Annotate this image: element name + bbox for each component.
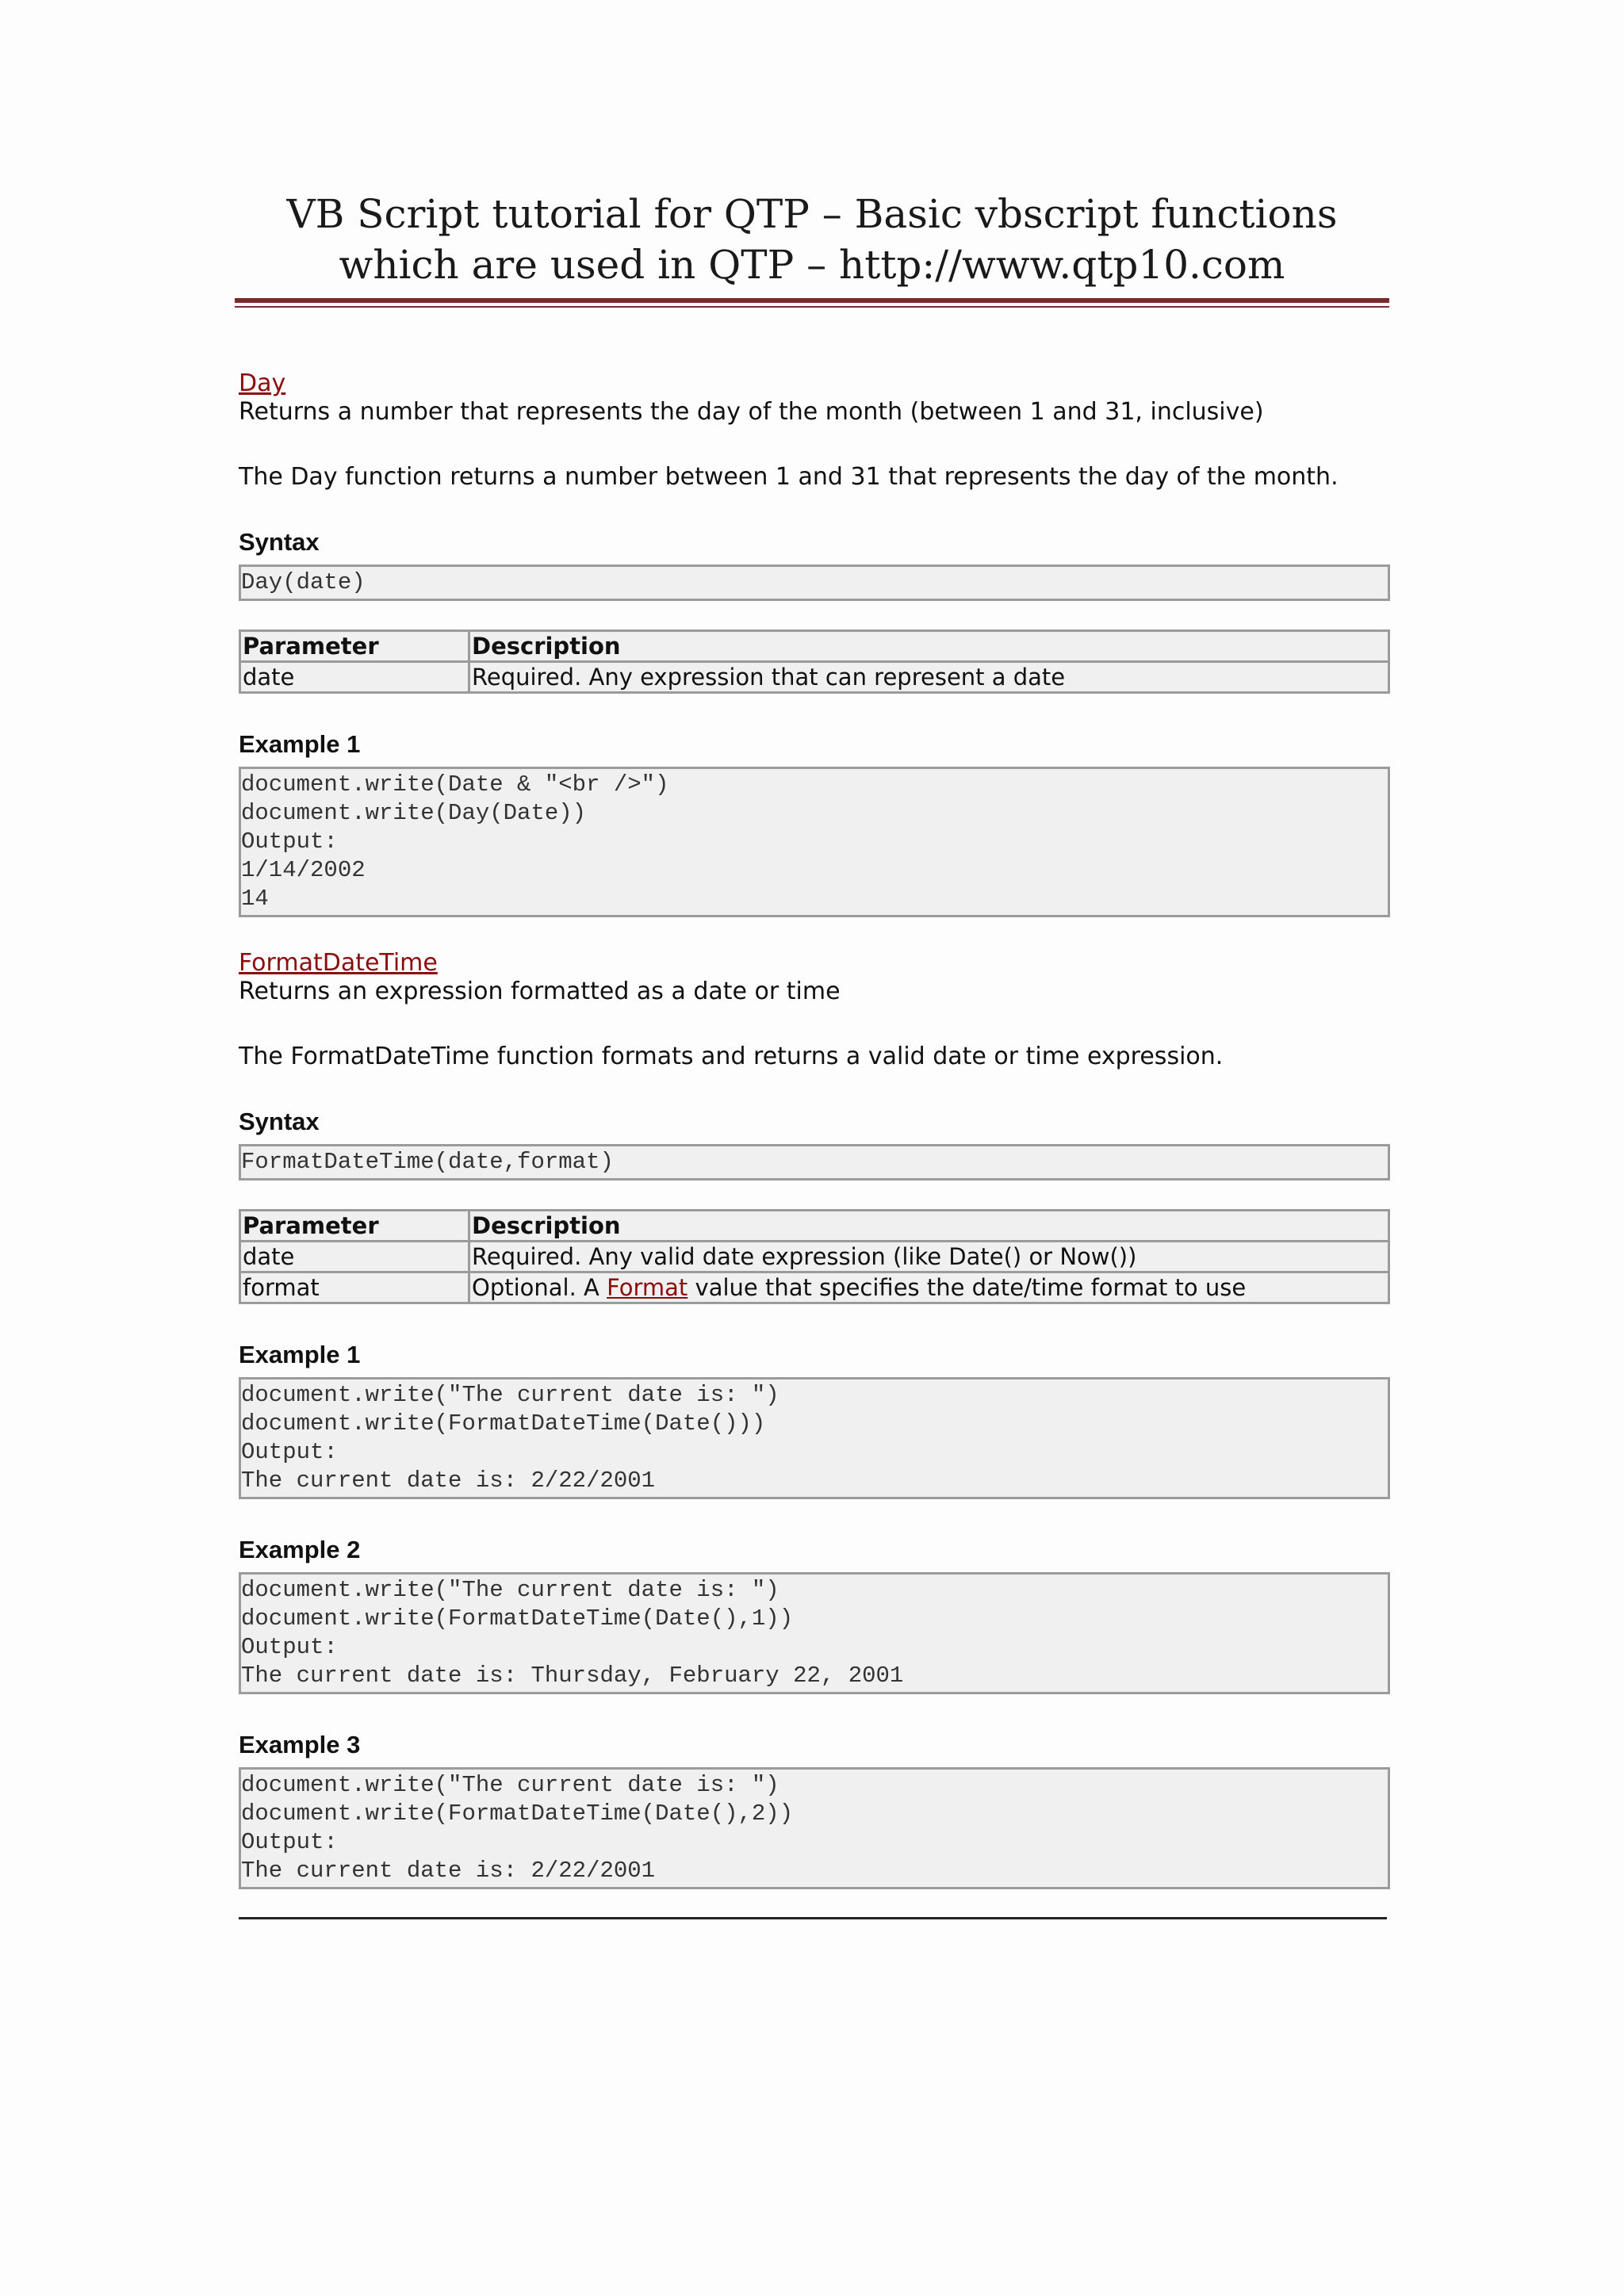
code-line: The current date is: 2/22/2001 [241, 1468, 656, 1494]
parameter-description-prefix: Optional. A [472, 1274, 607, 1301]
code-line: FormatDateTime(date,format) [241, 1149, 614, 1175]
code-line: Output: [241, 1829, 338, 1855]
title-rule [235, 298, 1389, 303]
function-description: The FormatDateTime function formats and returns a valid date or time expression. [239, 1043, 1224, 1070]
code-line: document.write(FormatDateTime(Date(),2)) [241, 1800, 794, 1827]
parameter-description: Required. Any expression that can represent a date [469, 662, 1389, 693]
code-line: document.write(Date & "<br />") [241, 771, 669, 798]
code-line: document.write("The current date is: ") [241, 1382, 779, 1408]
table-row [240, 662, 1389, 693]
example-heading: Example 1 [239, 730, 361, 758]
code-line: Output: [241, 1439, 338, 1465]
function-summary: Returns an expression formatted as a date or time [239, 978, 841, 1005]
function-link-day[interactable]: Day [239, 369, 286, 397]
code-line: The current date is: 2/22/2001 [241, 1858, 656, 1884]
table-header-row [240, 1211, 1389, 1242]
example-heading: Example 2 [239, 1536, 361, 1563]
parameter-name: date [240, 1242, 469, 1272]
example-code-box [239, 1377, 1390, 1499]
parameter-name: date [240, 662, 469, 693]
function-description: The Day function returns a number between 1 and 31 that represents the day of the month. [239, 463, 1339, 491]
syntax-box [239, 1144, 1390, 1181]
table-row [240, 1272, 1389, 1303]
format-link[interactable]: Format [607, 1274, 688, 1301]
table-header-row [240, 631, 1389, 662]
syntax-box [239, 564, 1390, 601]
function-section-formatdatetime [239, 949, 1390, 1889]
document-title: VB Script tutorial for QTP – Basic vbscript functions which are used in QTP – http://www.qtp10.com [286, 191, 1338, 288]
parameter-table [239, 1209, 1390, 1304]
code-line: document.write("The current date is: ") [241, 1577, 779, 1603]
code-line: document.write(FormatDateTime(Date(),1)) [241, 1605, 794, 1632]
example-code-box [239, 1572, 1390, 1694]
code-line: Output: [241, 828, 338, 855]
example-code-box [239, 767, 1390, 917]
table-row [240, 1242, 1389, 1272]
code-line: document.write("The current date is: ") [241, 1772, 779, 1798]
parameter-description: Required. Any valid date expression (like Date() or Now()) [469, 1242, 1389, 1272]
parameter-table [239, 629, 1390, 694]
column-header-parameter: Parameter [240, 1211, 469, 1242]
syntax-heading: Syntax [239, 1108, 320, 1135]
column-header-parameter: Parameter [240, 631, 469, 662]
code-line: Output: [241, 1634, 338, 1660]
parameter-name: format [240, 1272, 469, 1303]
bottom-divider [239, 1917, 1387, 1919]
function-link-formatdatetime[interactable]: FormatDateTime [239, 949, 438, 977]
example-heading: Example 3 [239, 1731, 361, 1758]
syntax-heading: Syntax [239, 528, 320, 556]
document-body [239, 369, 1390, 1889]
code-line: 1/14/2002 [241, 857, 366, 883]
function-section-day [239, 369, 1390, 917]
column-header-description: Description [469, 631, 1389, 662]
function-summary: Returns a number that represents the day of the month (between 1 and 31, inclusive) [239, 398, 1264, 426]
code-line: document.write(Day(Date)) [241, 800, 587, 826]
code-line: The current date is: Thursday, February 22, 2001 [241, 1663, 904, 1689]
example-code-box [239, 1767, 1390, 1889]
column-header-description: Description [469, 1211, 1389, 1242]
title-rule-secondary [235, 306, 1389, 308]
example-heading: Example 1 [239, 1341, 361, 1368]
parameter-description [469, 1272, 1389, 1303]
parameter-description-suffix: value that specifies the date/time format to use [688, 1274, 1247, 1301]
code-line: document.write(FormatDateTime(Date())) [241, 1410, 766, 1437]
code-line: 14 [241, 886, 269, 912]
code-line: Day(date) [241, 569, 366, 595]
